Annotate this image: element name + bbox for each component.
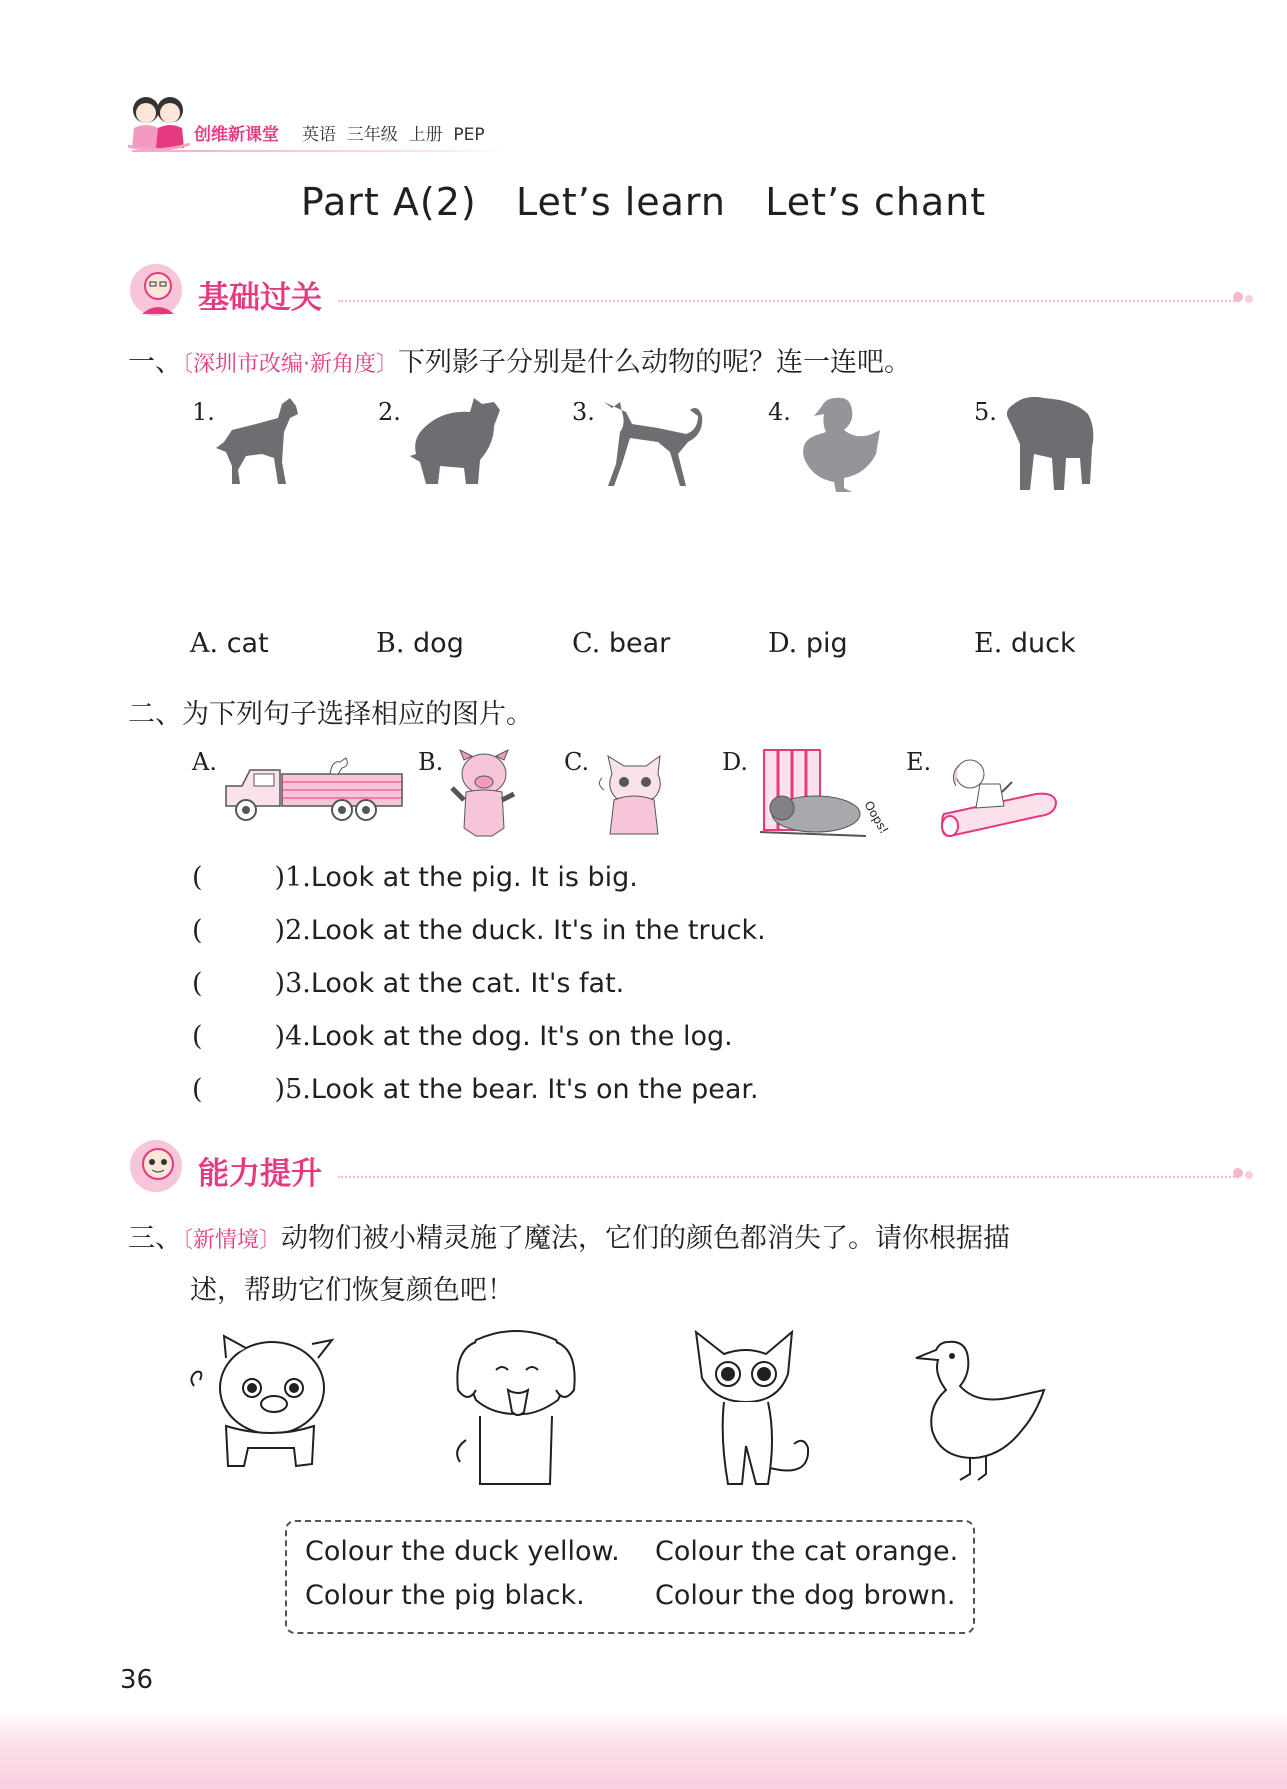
- answer-blank-open[interactable]: (: [192, 915, 203, 946]
- section-title-basic: 基础过关: [198, 280, 322, 316]
- question-2: [128, 692, 533, 731]
- dog-on-log-icon: [940, 752, 1062, 842]
- question-tag: 〔深圳市改编·新角度〕: [182, 352, 398, 377]
- answer-blank-open[interactable]: (: [192, 862, 203, 893]
- question-text: 动物们被小精灵施了魔法，它们的颜色都消失了。请你根据描: [281, 1223, 1011, 1254]
- sentence-number: )2.: [274, 915, 311, 946]
- section-divider: [338, 300, 1238, 302]
- cat-shadow-icon: [598, 394, 708, 490]
- sentence-text: Look at the pig. It is big.: [310, 862, 638, 893]
- answer-blank-open[interactable]: (: [192, 1021, 203, 1052]
- option-word: duck: [1010, 628, 1076, 659]
- kids-mascot-icon: [124, 88, 194, 154]
- bear-shadow-icon: [1004, 394, 1096, 494]
- shadow-number: 2.: [378, 398, 401, 426]
- fat-cat-icon: [594, 752, 676, 840]
- section-header-advanced: [128, 1138, 1268, 1198]
- sentence-number: )4.: [274, 1021, 311, 1052]
- option-duck: [974, 628, 1076, 659]
- instruction-pig: Colour the pig black.: [305, 1580, 585, 1611]
- option-bear: [572, 628, 670, 659]
- sentence-row: [192, 968, 624, 999]
- shadow-number: 1.: [192, 398, 215, 426]
- dog-shadow-icon: [212, 392, 302, 488]
- decor-dot: [1245, 1171, 1253, 1179]
- header-divider: [132, 150, 512, 152]
- cat-outline-icon: [680, 1318, 820, 1494]
- section-divider: [338, 1176, 1238, 1178]
- picture-letter: C.: [564, 748, 590, 776]
- picture-letter: A.: [192, 748, 217, 776]
- option-cat: [190, 628, 269, 659]
- answer-blank-open[interactable]: (: [192, 1074, 203, 1105]
- question-text: 下列影子分别是什么动物的呢？连一连吧。: [398, 347, 911, 378]
- page-number: 36: [120, 1665, 154, 1695]
- dog-outline-icon: [446, 1320, 586, 1492]
- pig-shadow-icon: [404, 396, 504, 488]
- option-word: cat: [226, 628, 269, 659]
- sentence-number: )1.: [274, 862, 311, 893]
- sentence-number: )3.: [274, 968, 311, 999]
- instruction-dog: Colour the dog brown.: [655, 1580, 956, 1611]
- question-number: 一、: [128, 347, 182, 378]
- duck-outline-icon: [912, 1334, 1052, 1484]
- big-pig-icon: [448, 748, 518, 840]
- sentence-row: [192, 1021, 733, 1052]
- section-title-advanced: 能力提升: [198, 1156, 322, 1192]
- sentence-text: Look at the duck. It's in the truck.: [310, 915, 766, 946]
- shadow-number: 3.: [572, 398, 595, 426]
- option-letter: C.: [572, 628, 601, 659]
- colour-instructions-box: [285, 1520, 975, 1634]
- page-header: [124, 88, 584, 158]
- picture-letter: D.: [722, 748, 749, 776]
- decor-dot: [1233, 1168, 1243, 1178]
- sentence-text: Look at the dog. It's on the log.: [310, 1021, 733, 1052]
- question-number: 三、: [128, 1223, 182, 1254]
- option-letter: B.: [376, 628, 405, 659]
- picture-letter: B.: [418, 748, 444, 776]
- question-tag: 〔新情境〕: [182, 1228, 282, 1253]
- option-pig: [768, 628, 848, 659]
- instruction-cat: Colour the cat orange.: [655, 1536, 959, 1567]
- option-word: bear: [608, 628, 671, 659]
- instruction-duck: Colour the duck yellow.: [305, 1536, 620, 1567]
- option-letter: D.: [768, 628, 798, 659]
- shadow-number: 4.: [768, 398, 791, 426]
- truck-with-duck-icon: [222, 752, 404, 824]
- picture-letter: E.: [906, 748, 932, 776]
- option-dog: [376, 628, 464, 659]
- question-number: 二、: [128, 699, 182, 730]
- book-info: 英语 三年级 上册 PEP: [302, 125, 485, 145]
- oops-text: Oops!: [861, 798, 892, 837]
- sentence-row: [192, 862, 638, 893]
- option-letter: E.: [974, 628, 1003, 659]
- decor-dot: [1245, 295, 1253, 303]
- duck-shadow-icon: [796, 394, 886, 496]
- section-header-basic: [128, 262, 1268, 322]
- option-word: pig: [805, 628, 848, 659]
- decor-dot: [1233, 292, 1243, 302]
- question-3-line2: 述，帮助它们恢复颜色吧！: [190, 1275, 514, 1306]
- option-letter: A.: [190, 628, 219, 659]
- shadow-number: 5.: [974, 398, 997, 426]
- page-title: Part A(2) Let’s learn Let’s chant: [300, 180, 987, 224]
- monkey-mascot-icon: [128, 1138, 188, 1194]
- answer-blank-open[interactable]: (: [192, 968, 203, 999]
- question-3: [128, 1216, 1010, 1255]
- sentence-text: Look at the bear. It's on the pear.: [310, 1074, 759, 1105]
- sentence-number: )5.: [274, 1074, 311, 1105]
- pig-outline-icon: [186, 1330, 344, 1480]
- bear-on-pear-icon: [756, 746, 892, 842]
- footer-band: [0, 1710, 1287, 1789]
- question-text: 为下列句子选择相应的图片。: [182, 699, 533, 730]
- teacher-mascot-icon: [128, 262, 188, 318]
- option-word: dog: [413, 628, 464, 659]
- brand-name: 创维新课堂: [194, 125, 279, 145]
- sentence-text: Look at the cat. It's fat.: [310, 968, 625, 999]
- sentence-row: [192, 915, 766, 946]
- sentence-row: [192, 1074, 759, 1105]
- question-1: [128, 340, 911, 379]
